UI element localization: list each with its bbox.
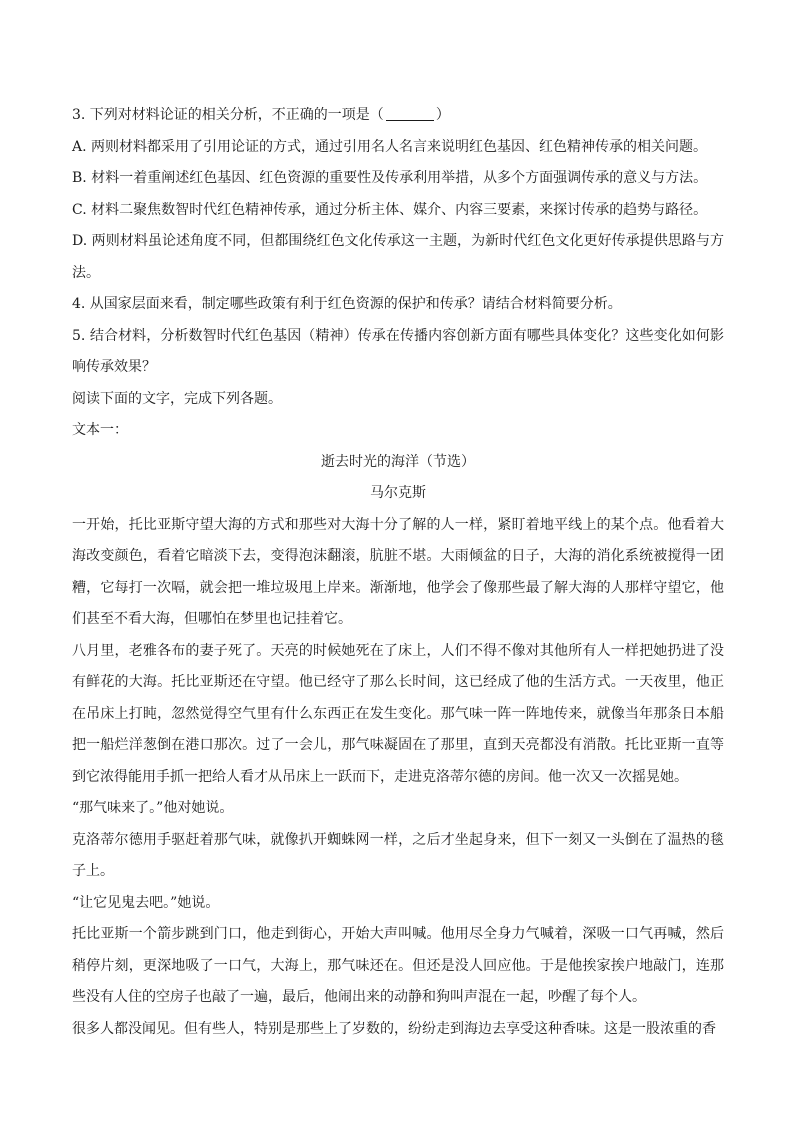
text-label: 文本一： (72, 422, 128, 438)
question-3-stem-close: ） (435, 107, 450, 123)
passage-paragraph: 一开始，托比亚斯守望大海的方式和那些对大海十分了解的人一样，紧盯着地平线上的某个点。他看着大海改变颜色，看着它暗淡下去，变得泡沫翻滚，肮脏不堪。大雨倾盆的日子，大海的消化系统被搅得一团糟，它每打一次嗝，就会把一堆垃圾甩上岸来。渐渐地，他学会了像那些最了解大海的人那样守望它，他们甚至不看大海，但哪怕在梦里也记挂着它。 (72, 516, 724, 627)
document-content (72, 100, 724, 1045)
reading-instruction: 阅读下面的文字，完成下列各题。 (72, 390, 282, 407)
question-3-option-d: D. 两则材料虽论述角度不同，但都围绕红色文化传承这一主题，为新时代红色文化更好传承提供思路与方法。 (72, 233, 724, 281)
passage-paragraph: “那气味来了。”他对她说。 (72, 800, 234, 816)
passage-paragraph: 克洛蒂尔德用手驱赶着那气味，就像扒开蜘蛛网一样，之后才坐起身来，但下一刻又一头倒在了温热的毯子上。 (72, 831, 724, 879)
answer-blank[interactable] (386, 106, 434, 121)
question-3-stem-text: 3. 下列对材料论证的相关分析，不正确的一项是（ (72, 107, 384, 123)
question-4: 4. 从国家层面来看，制定哪些政策有利于红色资源的保护和传承？请结合材料简要分析。 (72, 296, 622, 312)
question-5: 5. 结合材料，分析数智时代红色基因（精神）传承在传播内容创新方面有哪些具体变化？这些变化如何影响传承效果？ (72, 327, 724, 375)
question-3-option-c: C. 材料二聚焦数智时代红色精神传承，通过分析主体、媒介、内容三要素，来探讨传承的趋势与路径。 (72, 201, 708, 218)
passage-author: 马尔克斯 (370, 485, 426, 501)
passage-paragraph: “让它见鬼去吧。”她说。 (72, 894, 220, 911)
question-3-stem (72, 100, 724, 132)
passage-paragraph: 托比亚斯一个箭步跳到门口，他走到街心，开始大声叫喊。他用尽全身力气喊着，深吸一口气再喊，然后稍停片刻，更深地吸了一口气，大海上，那气味还在。但还是没人回应他。于是他挨家挨户地敲门，连那些没有人住的空房子也敲了一遍，最后，他闹出来的动静和狗叫声混在一起，吵醒了每个人。 (72, 926, 724, 1005)
passage-paragraph: 八月里，老雅各布的妻子死了。天亮的时候她死在了床上，人们不得不像对其他所有人一样把她扔进了没有鲜花的大海。托比亚斯还在守望。他已经守了那么长时间，这已经成了他的生活方式。一天夜里，他正在吊床上打盹，忽然觉得空气里有什么东西正在发生变化。那气味一阵一阵地传来，就像当年那条日本船把一船烂洋葱倒在港口那次。过了一会儿，那气味凝固在了那里，直到天亮都没有消散。托比亚斯一直等到它浓得能用手抓一把给人看才从吊床上一跃而下，走进克洛蒂尔德的房间。他一次又一次摇晃她。 (72, 642, 724, 785)
passage-paragraph: 很多人都没闻见。但有些人，特别是那些上了岁数的，纷纷走到海边去享受这种香味。这是一股浓重的香 (72, 1020, 716, 1037)
passage-title: 逝去时光的海洋（节选） (321, 453, 475, 470)
question-3-option-a: A. 两则材料都采用了引用论证的方式，通过引用名人名言来说明红色基因、红色精神传承的相关问题。 (72, 138, 708, 155)
question-3-option-b: B. 材料一着重阐述红色基因、红色资源的重要性及传承利用举措，从多个方面强调传承的意义与方法。 (72, 170, 708, 186)
